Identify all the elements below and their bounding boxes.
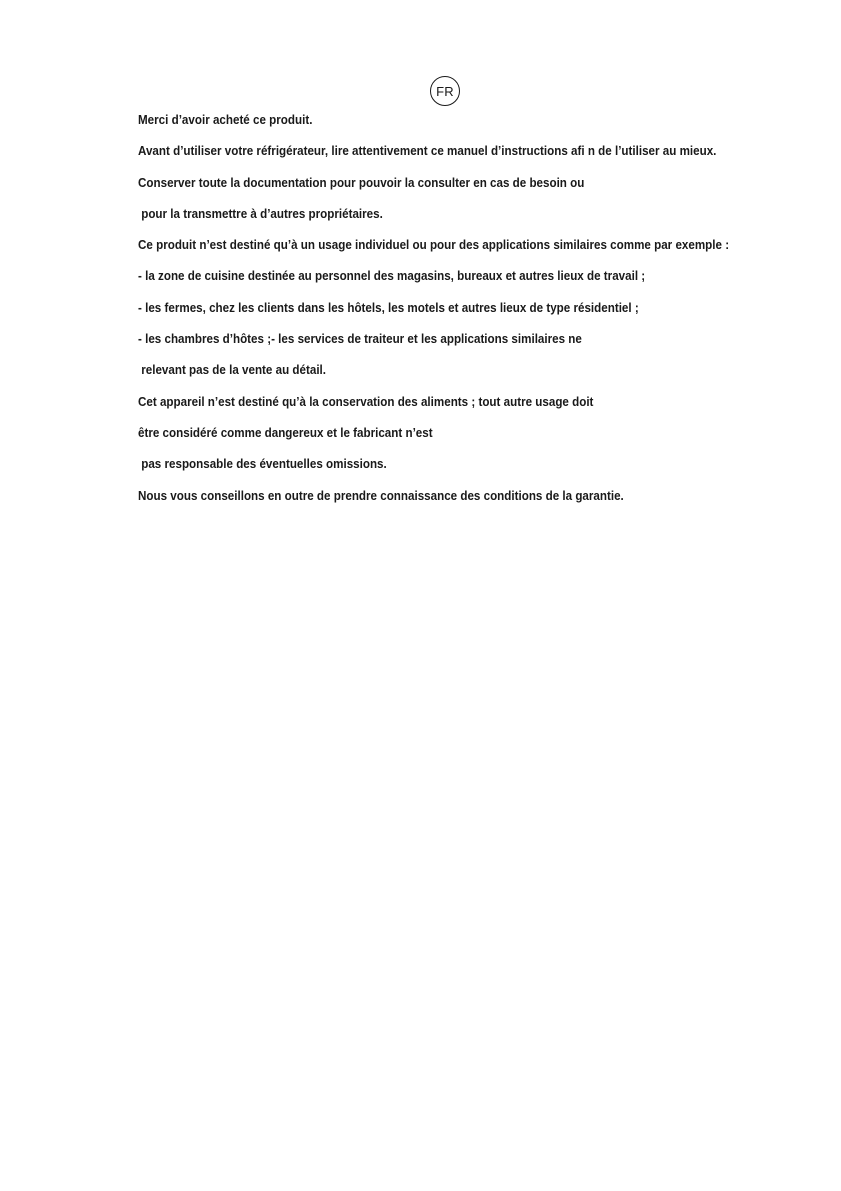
text-line: Conserver toute la documentation pour pouvoir la consulter en cas de besoin ou [138,175,585,190]
text-line: - la zone de cuisine destinée au personnel des magasins, bureaux et autres lieux de travail ; [138,269,646,284]
text-line: être considéré comme dangereux et le fabricant n’est [138,425,433,440]
text-line: Ce produit n’est destiné qu’à un usage individuel ou pour des applications similaires comme par exemple : [138,238,730,253]
text-line: Nous vous conseillons en outre de prendre connaissance des conditions de la garantie. [138,488,624,503]
text-line: pour la transmettre à d’autres propriétaires. [138,206,383,221]
text-line: pas responsable des éventuelles omissions. [138,457,387,472]
intro-text [138,112,828,519]
language-badge: FR [430,76,460,106]
text-line: Merci d’avoir acheté ce produit. [138,113,313,127]
text-line: - les chambres d’hôtes ;- les services de traiteur et les applications similaires ne [138,332,582,347]
text-line: Avant d’utiliser votre réfrigérateur, lire attentivement ce manuel d’instructions afi n de l’utiliser au mieux. [138,144,717,159]
text-line: relevant pas de la vente au détail. [138,363,327,378]
text-line: - les fermes, chez les clients dans les hôtels, les motels et autres lieux de type résidentiel ; [138,300,639,315]
text-line: Cet appareil n’est destiné qu’à la conservation des aliments ; tout autre usage doit [138,394,594,409]
